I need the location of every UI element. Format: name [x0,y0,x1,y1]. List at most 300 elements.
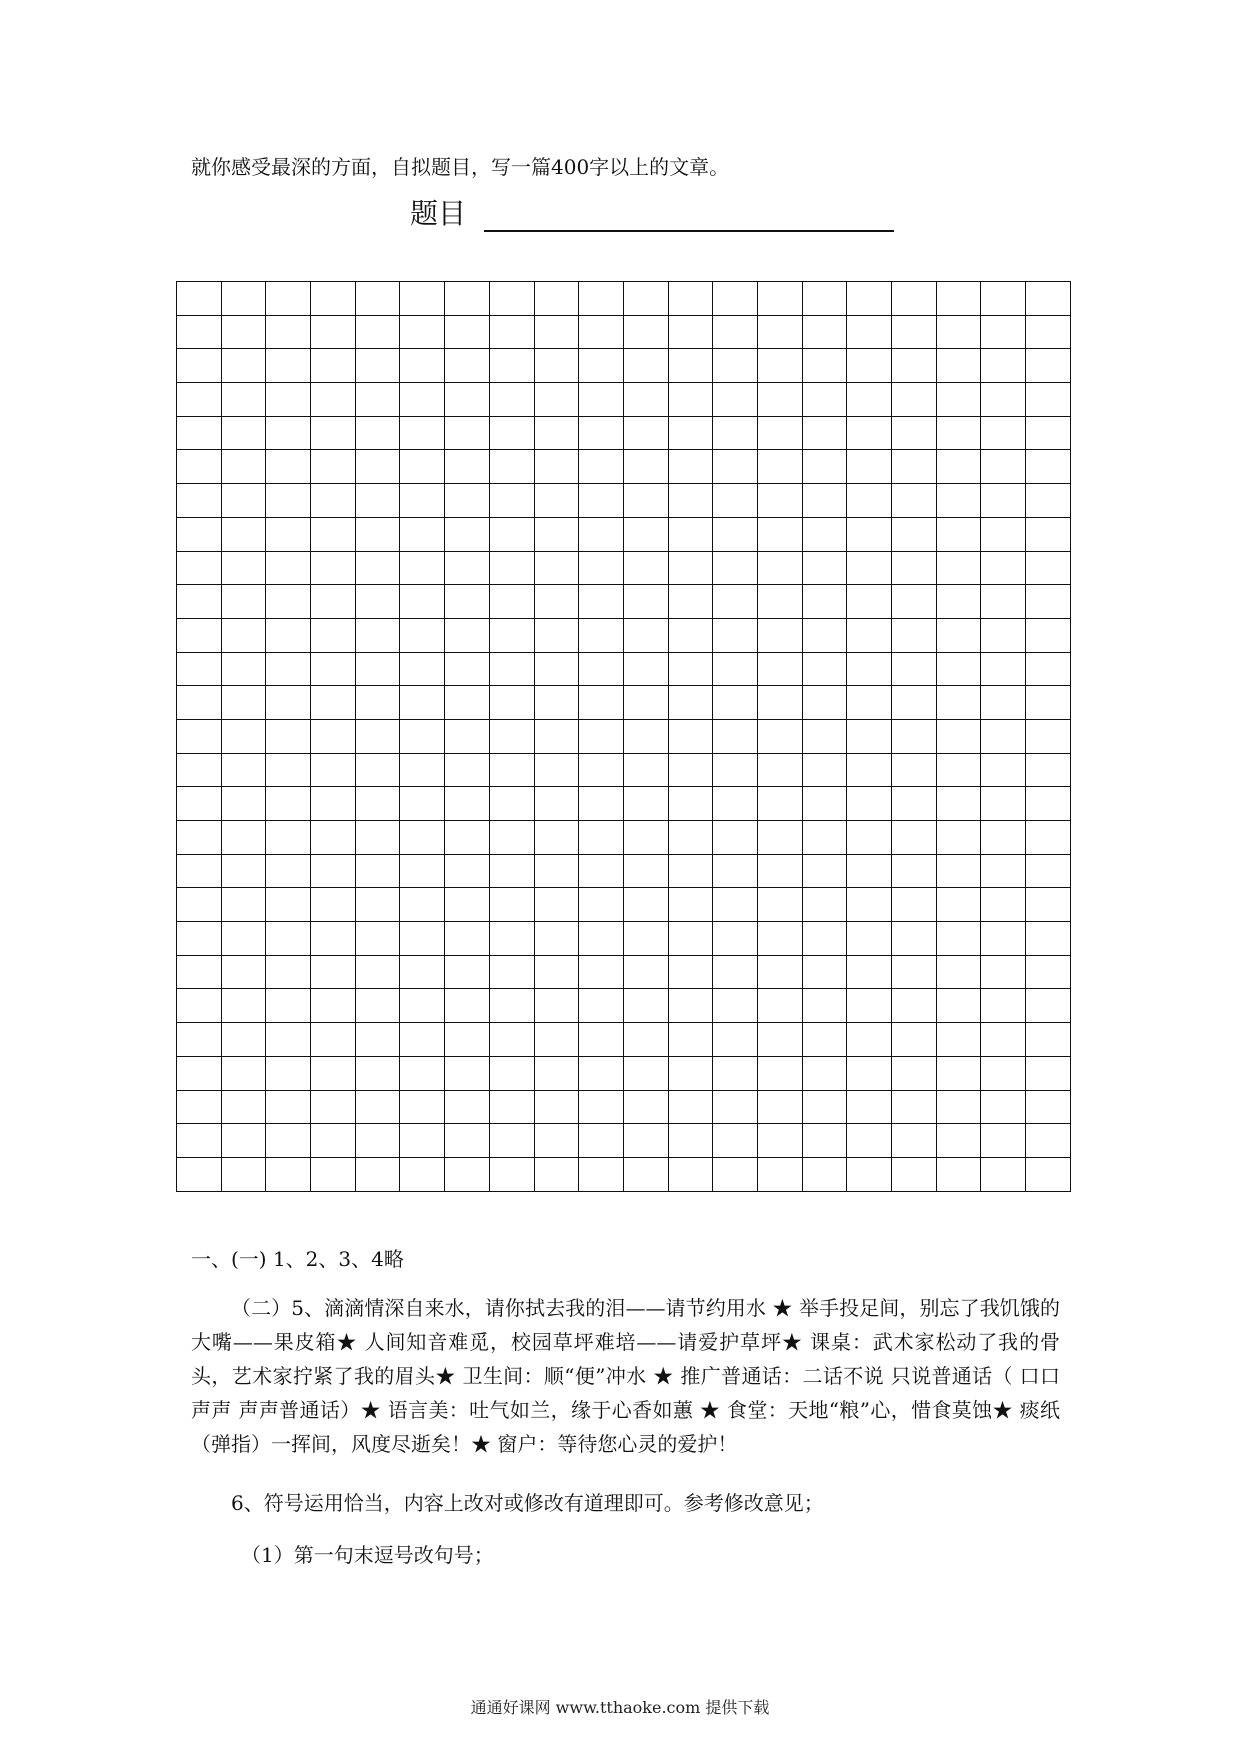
grid-cell [445,450,490,484]
grid-cell [892,316,937,350]
grid-cell [490,1124,535,1158]
grid-cell [311,1091,356,1125]
grid-cell [177,417,222,451]
grid-cell [669,821,714,855]
grid-cell [490,383,535,417]
grid-cell [713,653,758,687]
grid-cell [400,417,445,451]
grid-cell [624,1158,669,1192]
grid-cell [490,1158,535,1192]
grid-cell [624,518,669,552]
grid-cell [490,518,535,552]
grid-cell [624,585,669,619]
grid-cell [892,552,937,586]
grid-cell [981,653,1026,687]
grid-cell [579,754,624,788]
grid-cell [311,349,356,383]
grid-cell [937,1057,982,1091]
grid-cell [713,922,758,956]
grid-cell [758,417,803,451]
grid-cell [847,1091,892,1125]
grid-cell [758,316,803,350]
grid-cell [400,585,445,619]
grid-cell [445,1158,490,1192]
grid-cell [222,1091,267,1125]
grid-cell [1026,754,1071,788]
grid-cell [311,686,356,720]
grid-cell [758,787,803,821]
grid-cell [1026,1158,1071,1192]
grid-cell [892,450,937,484]
grid-cell [624,989,669,1023]
grid-cell [535,484,580,518]
grid-cell [847,720,892,754]
grid-cell [579,821,624,855]
grid-cell [445,316,490,350]
grid-cell [356,1124,401,1158]
grid-cell [177,282,222,316]
grid-cell [1026,1057,1071,1091]
grid-cell [579,1124,624,1158]
grid-cell [892,383,937,417]
grid-cell [713,821,758,855]
grid-cell [356,383,401,417]
grid-cell [624,619,669,653]
grid-cell [400,383,445,417]
grid-cell [624,1124,669,1158]
grid-cell [758,1023,803,1057]
grid-cell [311,787,356,821]
grid-cell [669,619,714,653]
grid-cell [713,1158,758,1192]
grid-cell [311,855,356,889]
grid-cell [177,787,222,821]
grid-cell [445,1057,490,1091]
grid-cell [937,1158,982,1192]
grid-cell [669,552,714,586]
grid-cell [847,518,892,552]
grid-cell [579,450,624,484]
grid-cell [535,349,580,383]
grid-cell [490,956,535,990]
grid-cell [892,855,937,889]
grid-cell [266,1091,311,1125]
grid-cell [222,518,267,552]
grid-cell [803,989,848,1023]
grid-cell [803,450,848,484]
grid-cell [669,1158,714,1192]
grid-cell [222,619,267,653]
grid-cell [713,720,758,754]
grid-cell [222,754,267,788]
grid-cell [400,821,445,855]
grid-cell [222,821,267,855]
grid-cell [400,1124,445,1158]
grid-cell [892,754,937,788]
grid-cell [222,1057,267,1091]
grid-cell [356,1057,401,1091]
grid-cell [535,383,580,417]
grid-cell [981,484,1026,518]
grid-cell [803,1124,848,1158]
grid-cell [847,787,892,821]
grid-cell [892,484,937,518]
grid-cell [311,720,356,754]
grid-cell [981,619,1026,653]
grid-cell [400,450,445,484]
grid-cell [624,888,669,922]
grid-cell [490,888,535,922]
grid-cell [669,855,714,889]
answer-item-6: 6、符号运用恰当，内容上改对或修改有道理即可。参考修改意见； [231,1491,824,1515]
grid-cell [624,754,669,788]
grid-cell [713,450,758,484]
grid-cell [535,450,580,484]
grid-cell [937,686,982,720]
grid-cell [579,518,624,552]
grid-cell [266,450,311,484]
grid-cell [624,349,669,383]
grid-cell [937,1124,982,1158]
grid-cell [490,855,535,889]
grid-cell [624,484,669,518]
grid-cell [937,417,982,451]
grid-cell [535,653,580,687]
grid-cell [177,821,222,855]
grid-cell [713,619,758,653]
grid-cell [266,754,311,788]
grid-cell [847,552,892,586]
grid-cell [445,585,490,619]
grid-cell [624,821,669,855]
grid-cell [892,821,937,855]
grid-cell [311,619,356,653]
writing-grid [176,281,1071,1192]
grid-cell [311,450,356,484]
grid-cell [1026,282,1071,316]
grid-cell [937,855,982,889]
grid-cell [847,585,892,619]
grid-cell [579,686,624,720]
grid-cell [1026,956,1071,990]
grid-cell [445,821,490,855]
grid-cell [445,619,490,653]
grid-cell [356,754,401,788]
grid-cell [177,316,222,350]
grid-cell [892,1023,937,1057]
grid-cell [803,653,848,687]
grid-cell [847,1057,892,1091]
grid-cell [535,282,580,316]
grid-cell [669,1091,714,1125]
grid-cell [222,484,267,518]
grid-cell [356,552,401,586]
grid-cell [981,1124,1026,1158]
grid-cell [1026,619,1071,653]
grid-cell [669,383,714,417]
grid-cell [266,484,311,518]
grid-cell [177,518,222,552]
grid-cell [311,653,356,687]
grid-cell [713,754,758,788]
grid-cell [981,1158,1026,1192]
grid-cell [266,720,311,754]
grid-cell [400,1091,445,1125]
grid-cell [803,619,848,653]
grid-cell [356,855,401,889]
grid-cell [803,282,848,316]
grid-cell [758,686,803,720]
grid-cell [981,1091,1026,1125]
grid-cell [177,1158,222,1192]
grid-cell [892,956,937,990]
grid-cell [981,855,1026,889]
grid-cell [535,989,580,1023]
grid-cell [535,316,580,350]
grid-cell [1026,855,1071,889]
grid-cell [400,1057,445,1091]
grid-cell [892,720,937,754]
grid-cell [981,383,1026,417]
grid-cell [624,417,669,451]
grid-cell [981,922,1026,956]
grid-cell [177,720,222,754]
grid-cell [579,922,624,956]
grid-cell [669,1124,714,1158]
grid-cell [713,383,758,417]
grid-cell [713,1057,758,1091]
grid-cell [847,1158,892,1192]
grid-cell [624,686,669,720]
grid-cell [400,989,445,1023]
grid-cell [937,282,982,316]
grid-cell [624,720,669,754]
grid-cell [713,484,758,518]
grid-cell [892,349,937,383]
grid-cell [624,787,669,821]
grid-cell [356,619,401,653]
grid-cell [713,1023,758,1057]
grid-cell [803,316,848,350]
grid-cell [177,383,222,417]
grid-cell [490,552,535,586]
grid-cell [892,653,937,687]
grid-cell [669,450,714,484]
grid-cell [579,349,624,383]
grid-cell [624,1023,669,1057]
grid-cell [177,855,222,889]
grid-cell [266,1124,311,1158]
grid-cell [758,619,803,653]
grid-cell [937,888,982,922]
grid-cell [669,484,714,518]
grid-cell [847,619,892,653]
grid-cell [758,1124,803,1158]
answer-section-1: 一、(一) 1、2、3、4略 [191,1247,404,1271]
grid-cell [535,1091,580,1125]
grid-cell [937,989,982,1023]
grid-cell [356,417,401,451]
grid-cell [669,720,714,754]
grid-cell [669,1023,714,1057]
grid-cell [535,720,580,754]
grid-cell [981,787,1026,821]
grid-cell [847,754,892,788]
grid-cell [222,383,267,417]
grid-cell [803,484,848,518]
grid-cell [847,417,892,451]
grid-cell [177,1124,222,1158]
grid-cell [490,720,535,754]
grid-cell [892,787,937,821]
grid-cell [400,720,445,754]
grid-cell [400,1158,445,1192]
grid-cell [490,1091,535,1125]
grid-cell [892,518,937,552]
grid-cell [222,653,267,687]
grid-cell [579,989,624,1023]
grid-cell [490,787,535,821]
grid-cell [669,787,714,821]
grid-cell [266,619,311,653]
grid-cell [445,1023,490,1057]
grid-cell [669,349,714,383]
grid-cell [266,282,311,316]
grid-cell [937,518,982,552]
grid-cell [847,316,892,350]
grid-cell [579,1057,624,1091]
grid-cell [937,585,982,619]
grid-cell [1026,484,1071,518]
grid-cell [1026,417,1071,451]
grid-cell [669,686,714,720]
grid-cell [222,417,267,451]
grid-cell [445,787,490,821]
grid-cell [535,855,580,889]
grid-cell [445,417,490,451]
grid-cell [981,518,1026,552]
grid-cell [490,1023,535,1057]
grid-cell [490,653,535,687]
grid-cell [311,989,356,1023]
grid-cell [892,888,937,922]
grid-cell [624,855,669,889]
grid-cell [490,821,535,855]
grid-cell [535,888,580,922]
grid-cell [937,720,982,754]
grid-cell [669,585,714,619]
grid-cell [669,282,714,316]
grid-cell [311,383,356,417]
grid-cell [445,720,490,754]
grid-cell [579,956,624,990]
grid-cell [624,1091,669,1125]
grid-cell [892,282,937,316]
essay-title-row [410,196,894,232]
grid-cell [579,552,624,586]
grid-cell [535,518,580,552]
grid-cell [1026,922,1071,956]
grid-cell [981,686,1026,720]
grid-cell [222,956,267,990]
grid-cell [579,282,624,316]
grid-cell [222,1124,267,1158]
grid-cell [669,653,714,687]
grid-cell [222,316,267,350]
grid-cell [490,619,535,653]
grid-cell [713,316,758,350]
grid-cell [445,1091,490,1125]
grid-cell [311,821,356,855]
grid-cell [624,1057,669,1091]
grid-cell [311,316,356,350]
grid-cell [400,686,445,720]
grid-cell [624,956,669,990]
grid-cell [669,989,714,1023]
grid-cell [266,383,311,417]
grid-cell [758,855,803,889]
grid-cell [222,686,267,720]
grid-cell [669,888,714,922]
grid-cell [445,484,490,518]
grid-cell [445,1124,490,1158]
grid-cell [1026,552,1071,586]
grid-cell [1026,686,1071,720]
grid-cell [669,316,714,350]
grid-cell [535,787,580,821]
grid-cell [400,888,445,922]
grid-cell [445,989,490,1023]
grid-cell [579,1158,624,1192]
grid-cell [758,1057,803,1091]
grid-cell [892,1158,937,1192]
grid-cell [356,821,401,855]
grid-cell [758,1091,803,1125]
grid-cell [490,686,535,720]
grid-cell [847,1124,892,1158]
grid-cell [624,316,669,350]
grid-cell [847,383,892,417]
grid-cell [579,316,624,350]
grid-cell [1026,653,1071,687]
grid-cell [535,754,580,788]
essay-title-blank [484,200,894,232]
grid-cell [847,1023,892,1057]
grid-cell [669,754,714,788]
grid-cell [356,450,401,484]
grid-cell [579,585,624,619]
grid-cell [266,922,311,956]
grid-cell [1026,787,1071,821]
grid-cell [892,417,937,451]
grid-cell [177,484,222,518]
grid-cell [400,855,445,889]
grid-cell [981,1057,1026,1091]
grid-cell [311,552,356,586]
grid-cell [356,1023,401,1057]
grid-cell [1026,989,1071,1023]
grid-cell [535,552,580,586]
grid-cell [937,450,982,484]
grid-cell [177,956,222,990]
grid-cell [758,349,803,383]
grid-cell [713,787,758,821]
grid-cell [311,1158,356,1192]
grid-cell [356,922,401,956]
grid-cell [669,922,714,956]
grid-cell [803,552,848,586]
grid-cell [311,888,356,922]
